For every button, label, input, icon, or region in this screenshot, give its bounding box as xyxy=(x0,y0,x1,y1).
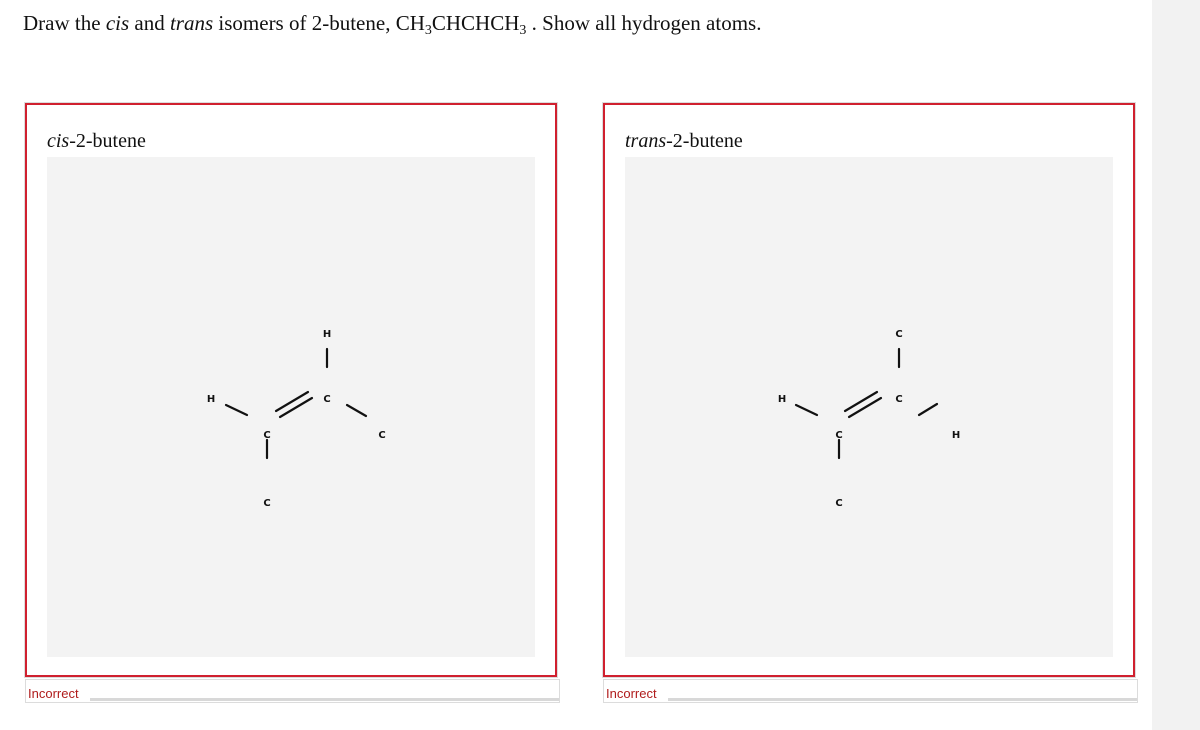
trans-structure-drawing[interactable] xyxy=(625,157,1113,657)
atom-label[interactable]: H xyxy=(322,329,332,340)
right-gutter xyxy=(1152,0,1200,730)
atom-label[interactable]: C xyxy=(835,430,843,441)
question-trans-word: trans xyxy=(169,11,214,35)
cis-answer-panel xyxy=(25,103,557,677)
cis-panel-label xyxy=(47,130,146,153)
atom-label[interactable]: C xyxy=(323,394,331,405)
cis-drawing-canvas[interactable] xyxy=(47,157,535,657)
question-middle: and xyxy=(129,11,170,35)
double-bond-line-1[interactable] xyxy=(849,398,881,417)
atom-label[interactable]: H xyxy=(951,430,961,441)
atom-label[interactable]: C xyxy=(895,329,903,340)
trans-drawing-canvas[interactable] xyxy=(625,157,1113,657)
atom-label[interactable]: C xyxy=(835,498,843,509)
atom-label[interactable]: H xyxy=(777,394,787,405)
trans-answer-panel xyxy=(603,103,1135,677)
atom-label[interactable]: C xyxy=(263,498,271,509)
trans-label-rest: -2-butene xyxy=(666,130,743,152)
trans-status-divider xyxy=(668,698,1137,701)
double-bond-line-2[interactable] xyxy=(845,392,877,411)
question-formula-mid: CHCHCH xyxy=(431,11,520,35)
question-formula-start: isomers of 2-butene, CH xyxy=(213,11,425,35)
trans-status-bar xyxy=(603,679,1138,703)
atom-label[interactable]: C xyxy=(895,394,903,405)
cis-status-text: Incorrect xyxy=(28,686,83,701)
bond-h-c[interactable] xyxy=(796,405,817,415)
cis-status-bar xyxy=(25,679,560,703)
double-bond-line-1[interactable] xyxy=(280,398,312,417)
cis-label-rest: -2-butene xyxy=(69,130,146,152)
atom-label[interactable]: C xyxy=(263,430,271,441)
bond-h-c[interactable] xyxy=(226,405,247,415)
double-bond-line-2[interactable] xyxy=(276,392,308,411)
trans-label-italic: trans xyxy=(625,130,667,152)
cis-structure-drawing[interactable] xyxy=(47,157,535,657)
question-end: . Show all hydrogen atoms. xyxy=(526,11,762,35)
trans-status-text: Incorrect xyxy=(606,686,661,701)
atom-label[interactable]: C xyxy=(378,430,386,441)
trans-panel-label xyxy=(625,130,743,153)
atom-label[interactable]: H xyxy=(206,394,216,405)
question-prefix: Draw the xyxy=(23,11,106,35)
formula-subscript-2: 3 xyxy=(519,23,527,38)
bond-c-h[interactable] xyxy=(919,404,937,415)
bond-c-c[interactable] xyxy=(347,405,366,416)
cis-status-divider xyxy=(90,698,559,701)
question-text xyxy=(23,11,761,36)
formula-subscript-1: 3 xyxy=(424,23,432,38)
question-cis-word: cis xyxy=(105,11,130,35)
cis-label-italic: cis xyxy=(47,130,70,152)
